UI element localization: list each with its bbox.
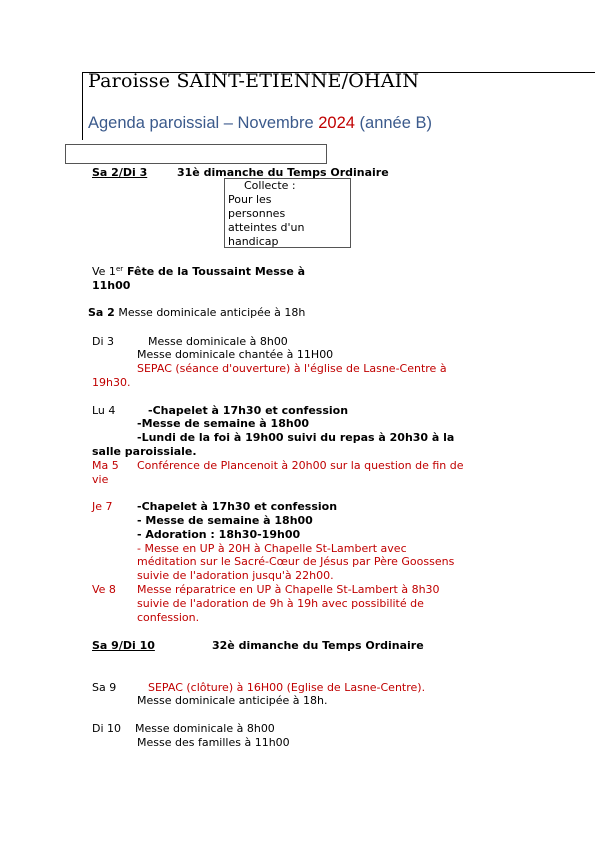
sa9di10-title: 32è dimanche du Temps Ordinaire [212,639,424,652]
ve1-text-2: 11h00 [92,279,131,292]
sa2di3-title: 31è dimanche du Temps Ordinaire [177,166,389,179]
ve8-line-3: confession. [137,611,200,624]
je7-line-2: - Messe de semaine à 18h00 [137,514,313,527]
collecte-title: Collecte : [244,179,296,192]
lu4-line-2: -Messe de semaine à 18h00 [137,417,310,430]
sa9-line-2: Messe dominicale anticipée à 18h. [137,694,328,707]
je7-line-3: - Adoration : 18h30-19h00 [137,528,301,541]
agenda-prefix: Agenda paroissial – Novembre [88,114,319,132]
sa2di3-date: Sa 2/Di 3 [92,166,148,179]
collecte-line: handicap [228,235,279,248]
di10-date: Di 10 [92,722,122,735]
je7-line-5: méditation sur le Sacré-Cœur de Jésus par Père Goossens [137,555,455,568]
ve1-date: Ve 1 [92,265,116,278]
lu4-line-4: salle paroissiale. [92,445,197,458]
ve1-text: Fête de la Toussaint Messe à [123,265,306,278]
di10-line-2: Messe des familles à 11h00 [137,736,290,749]
di10-line-1: Messe dominicale à 8h00 [135,722,275,735]
header-left-border [82,72,83,140]
ve1-line [92,265,305,279]
ve8-date: Ve 8 [92,583,116,596]
sa9-line-1: SEPAC (clôture) à 16H00 (Eglise de Lasne-Centre). [148,681,426,694]
collecte-line: Pour les [228,193,272,206]
je7-date: Je 7 [92,500,113,513]
di3-line-3: SEPAC (séance d'ouverture) à l'église de Lasne-Centre à [137,362,447,375]
sa9-date: Sa 9 [92,681,117,694]
collecte-line: personnes [228,207,286,220]
je7-line-6: suivie de l'adoration jusqu'à 22h00. [137,569,334,582]
empty-text-box [65,144,327,164]
di3-line-4: 19h30. [92,376,131,389]
parish-title: Paroisse SAINT-ETIENNE/OHAIN [88,70,420,92]
collecte-box [224,178,351,248]
ma5-date: Ma 5 [92,459,119,472]
ve1-sup: er [115,265,124,273]
je7-line-1: -Chapelet à 17h30 et confession [137,500,338,513]
di3-line-2: Messe dominicale chantée à 11H00 [137,348,334,361]
di3-date: Di 3 [92,335,115,348]
je7-line-4: - Messe en UP à 20H à Chapelle St-Lambert avec [137,542,407,555]
ma5-line-1: Conférence de Plancenoit à 20h00 sur la question de fin de [137,459,464,472]
sa9di10-date: Sa 9/Di 10 [92,639,155,652]
lu4-date: Lu 4 [92,404,116,417]
sa2-date: Sa 2 [88,306,115,319]
sa2-line [88,306,305,320]
agenda-suffix: (année B) [354,114,432,132]
agenda-title [88,114,432,133]
sa2-text: Messe dominicale anticipée à 18h [114,306,306,319]
ve8-line-2: suivie de l'adoration de 9h à 19h avec possibilité de [137,597,424,610]
ve8-line-1: Messe réparatrice en UP à Chapelle St-Lambert à 8h30 [137,583,440,596]
agenda-year: 2024 [318,114,355,132]
collecte-line: atteintes d'un [228,221,305,234]
di3-line-1: Messe dominicale à 8h00 [148,335,288,348]
lu4-line-1: -Chapelet à 17h30 et confession [148,404,349,417]
ma5-line-2: vie [92,473,109,486]
lu4-line-3: -Lundi de la foi à 19h00 suivi du repas à 20h30 à la [137,431,455,444]
